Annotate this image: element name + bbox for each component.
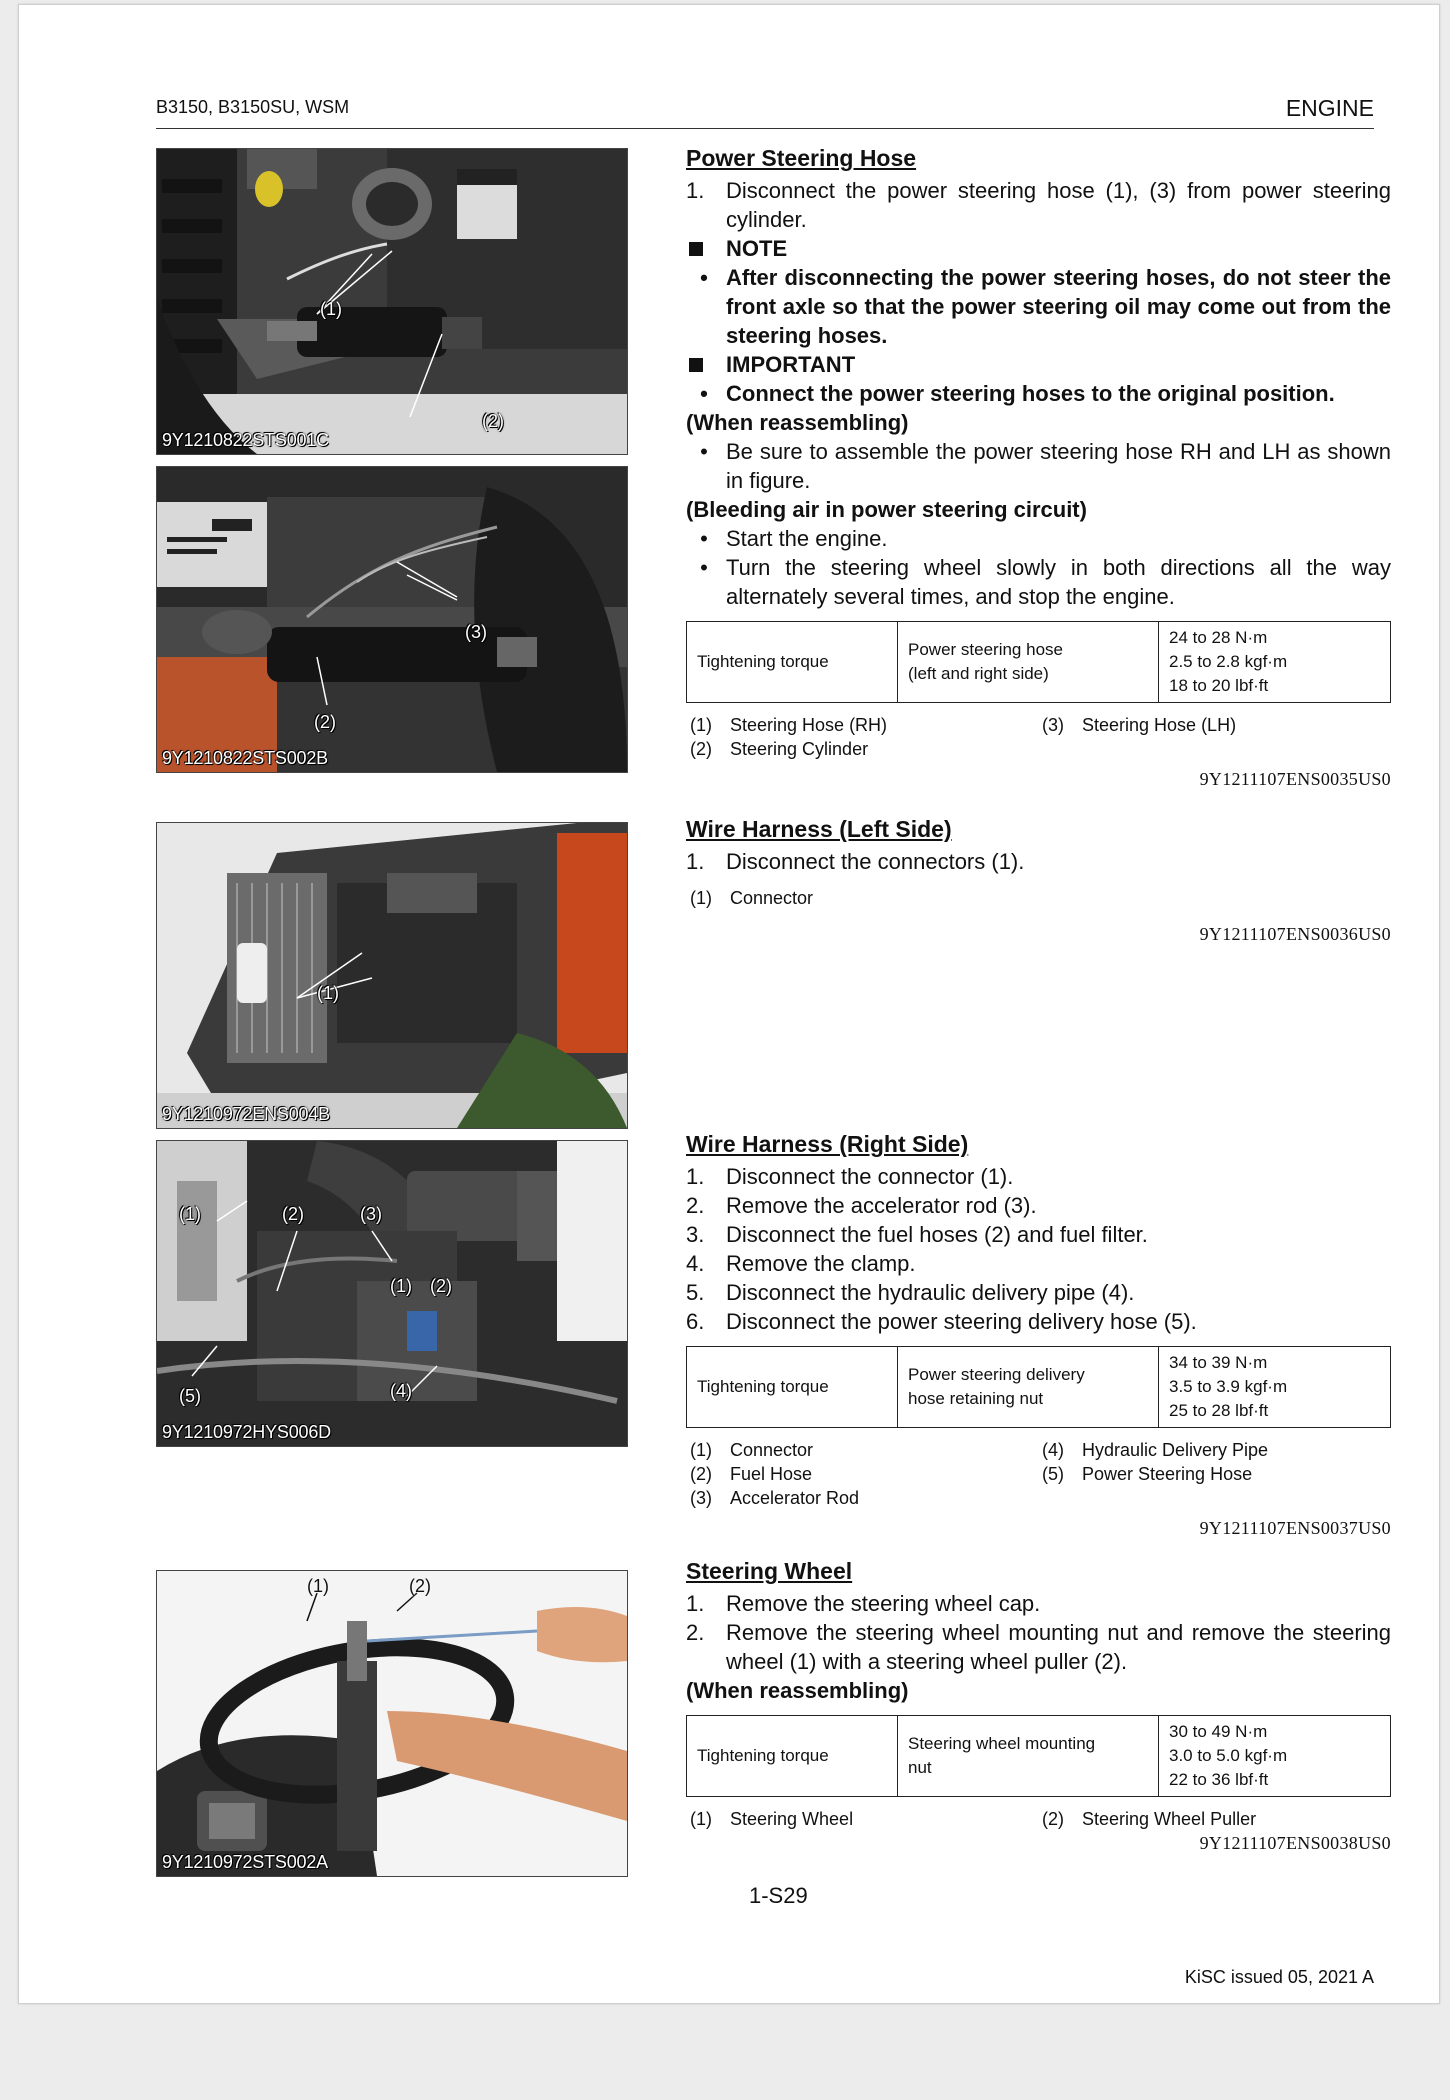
legend-value: Steering Hose (RH): [730, 715, 888, 735]
legend-value: Connector: [730, 1440, 814, 1460]
document-code: 9Y1211107ENS0036US0: [1199, 924, 1391, 944]
photo-code: 9Y1210972ENS004B: [162, 1104, 330, 1124]
document-code: 9Y1211107ENS0037US0: [1199, 1518, 1391, 1538]
square-bullet-icon: [686, 234, 726, 263]
legend-key: (1): [690, 715, 712, 735]
important-bullet: [686, 379, 1391, 408]
step-number: 1.: [686, 1164, 705, 1189]
callout-2: (2): [409, 1576, 431, 1596]
callout-2: (2): [282, 1204, 304, 1224]
callout-3: (3): [465, 622, 487, 642]
section-title: Steering Wheel: [686, 1558, 853, 1584]
torque-value: 34 to 39 N·m: [1169, 1353, 1268, 1372]
torque-values: [1159, 1347, 1391, 1428]
step: [686, 1249, 1391, 1278]
bullet-icon: •: [700, 439, 708, 464]
legend-key: (2): [690, 739, 712, 759]
step-text: Disconnect the power steering hose (1), (3) from power steering cylinder.: [726, 178, 1391, 232]
photo-image: [157, 1571, 627, 1876]
legend-item: [686, 737, 1038, 761]
torque-values: [1159, 1716, 1391, 1797]
section-power-steering-hose: [686, 145, 1391, 790]
legend-value: Accelerator Rod: [730, 1488, 860, 1508]
torque-item-line: Power steering delivery: [908, 1365, 1085, 1384]
legend-value: Steering Wheel: [730, 1809, 854, 1829]
torque-label: Tightening torque: [687, 1716, 898, 1797]
legend-key: (1): [690, 888, 712, 908]
bullet-icon: •: [700, 265, 708, 290]
step: [686, 1307, 1391, 1336]
callout-1: (1): [179, 1204, 201, 1224]
step-text: Remove the steering wheel mounting nut and remove the steering wheel (1) with a steering wheel puller (2).: [726, 1620, 1391, 1674]
section-wire-harness-right: [686, 1131, 1391, 1539]
legend-value: Power Steering Hose: [1082, 1464, 1253, 1484]
callout-2b: (2): [430, 1276, 452, 1296]
bleeding-bullet: [686, 524, 1391, 553]
legend-value: Steering Wheel Puller: [1082, 1809, 1257, 1829]
manual-page: [18, 4, 1440, 2004]
page-number: 1-S29: [749, 1883, 808, 1908]
callout-1: (1): [307, 1576, 329, 1596]
callout-5: (5): [179, 1386, 201, 1406]
reassembling-heading: (When reassembling): [686, 1678, 909, 1703]
bleeding-text: Turn the steering wheel slowly in both directions all the way alternately several times, and stop the engine.: [726, 555, 1391, 609]
header-section: ENGINE: [1285, 95, 1374, 121]
footer-issue: KiSC issued 05, 2021 A: [1184, 1967, 1374, 1987]
photo-code: 9Y1210822STS001C: [162, 430, 329, 450]
torque-item: [898, 1716, 1159, 1797]
step-text: Remove the steering wheel cap.: [726, 1591, 1041, 1616]
legend-key: (2): [690, 1464, 712, 1484]
bleeding-text: Start the engine.: [726, 526, 888, 551]
legend-value: Steering Hose (LH): [1082, 715, 1237, 735]
step-text: Remove the clamp.: [726, 1251, 916, 1276]
photo-image: [157, 467, 627, 772]
step-number: 4.: [686, 1251, 705, 1276]
photo-image: [157, 149, 627, 454]
step-text: Disconnect the hydraulic delivery pipe (4).: [726, 1280, 1135, 1305]
legend: [686, 886, 1391, 910]
reassembling-heading: (When reassembling): [686, 410, 909, 435]
legend-key: (3): [690, 1488, 712, 1508]
torque-value: 18 to 20 lbf·ft: [1169, 676, 1269, 695]
callout-2: (2): [482, 411, 504, 431]
legend-key: (3): [1042, 715, 1064, 735]
callout-3: (3): [360, 1204, 382, 1224]
legend-item: [1038, 1807, 1390, 1831]
torque-item-line: hose retaining nut: [908, 1389, 1044, 1408]
legend-item: [1038, 1438, 1390, 1462]
torque-table: [686, 1715, 1391, 1797]
legend-value: Connector: [730, 888, 814, 908]
torque-value: 3.0 to 5.0 kgf·m: [1169, 1746, 1288, 1765]
legend-item: [686, 1438, 1038, 1462]
section-wire-harness-left: [686, 816, 1391, 945]
step: [686, 1162, 1391, 1191]
important-text: Connect the power steering hoses to the original position.: [726, 381, 1335, 406]
document-code: 9Y1211107ENS0038US0: [1199, 1833, 1391, 1853]
step: [686, 1191, 1391, 1220]
photo-image: [157, 823, 627, 1128]
legend-item: [1038, 1462, 1390, 1486]
note-label: NOTE: [726, 236, 788, 261]
note-bullet: [686, 263, 1391, 350]
step-number: 2.: [686, 1193, 705, 1218]
legend: [686, 1438, 1391, 1510]
legend-item: [686, 1807, 1038, 1831]
step: [686, 1220, 1391, 1249]
callout-2: (2): [314, 712, 336, 732]
legend-item: [686, 886, 1038, 910]
step-number: 5.: [686, 1280, 705, 1305]
step-number: 3.: [686, 1222, 705, 1247]
step: [686, 1589, 1391, 1618]
torque-item-line: Power steering hose: [908, 640, 1063, 659]
bullet-icon: •: [700, 555, 708, 580]
reassembling-bullet: [686, 437, 1391, 495]
callout-1: (1): [317, 983, 339, 1003]
photo-wire-harness-left: [156, 822, 628, 1129]
step-text: Disconnect the power steering delivery hose (5).: [726, 1309, 1197, 1334]
legend-key: (1): [690, 1809, 712, 1829]
legend-value: Hydraulic Delivery Pipe: [1082, 1440, 1269, 1460]
torque-table: [686, 1346, 1391, 1428]
torque-item-line: nut: [908, 1758, 932, 1777]
header-rule: [156, 128, 1374, 129]
step-number: 1.: [686, 1591, 705, 1616]
document-code: 9Y1211107ENS0035US0: [1199, 769, 1391, 789]
legend-item: [686, 713, 1038, 737]
important-heading: [686, 350, 1391, 379]
callout-1b: (1): [390, 1276, 412, 1296]
torque-value: 22 to 36 lbf·ft: [1169, 1770, 1269, 1789]
step-text: Disconnect the fuel hoses (2) and fuel filter.: [726, 1222, 1148, 1247]
note-text: After disconnecting the power steering hoses, do not steer the front axle so that the power steering oil may come out from the steering hoses.: [726, 265, 1391, 348]
section-steering-wheel: [686, 1558, 1391, 1854]
bullet-icon: •: [700, 381, 708, 406]
legend-item: [1038, 713, 1390, 737]
section-title: Wire Harness (Right Side): [686, 1131, 969, 1157]
photo-power-steering-cylinder: [156, 148, 628, 455]
legend-key: (4): [1042, 1440, 1064, 1460]
torque-item-line: Steering wheel mounting: [908, 1734, 1096, 1753]
step: [686, 176, 1391, 234]
bleeding-heading: (Bleeding air in power steering circuit): [686, 497, 1087, 522]
step-number: 6.: [686, 1309, 705, 1334]
torque-table: [686, 621, 1391, 703]
section-title: Power Steering Hose: [686, 145, 917, 171]
legend: [686, 713, 1391, 761]
photo-code: 9Y1210822STS002B: [162, 748, 328, 768]
header-models: B3150, B3150SU, WSM: [156, 97, 350, 117]
bleeding-bullet: [686, 553, 1391, 611]
torque-value: 24 to 28 N·m: [1169, 628, 1268, 647]
step-number: 2.: [686, 1620, 705, 1645]
step-number: 1.: [686, 849, 705, 874]
note-heading: [686, 234, 1391, 263]
legend-item: [686, 1486, 1038, 1510]
legend-value: Fuel Hose: [730, 1464, 813, 1484]
legend-value: Steering Cylinder: [730, 739, 869, 759]
torque-label: Tightening torque: [687, 622, 898, 703]
callout-4: (4): [390, 1381, 412, 1401]
section-title: Wire Harness (Left Side): [686, 816, 952, 842]
torque-value: 25 to 28 lbf·ft: [1169, 1401, 1269, 1420]
torque-item: [898, 1347, 1159, 1428]
torque-value: 30 to 49 N·m: [1169, 1722, 1268, 1741]
torque-label: Tightening torque: [687, 1347, 898, 1428]
callout-1: (1): [320, 299, 342, 319]
reassembling-text: Be sure to assemble the power steering hose RH and LH as shown in figure.: [726, 439, 1391, 493]
square-bullet-icon: [686, 350, 726, 379]
legend-key: (2): [1042, 1809, 1064, 1829]
step-text: Disconnect the connectors (1).: [726, 849, 1025, 874]
torque-item-line: (left and right side): [908, 664, 1049, 683]
legend-item: [686, 1462, 1038, 1486]
photo-wire-harness-right: [156, 1140, 628, 1447]
step: [686, 1618, 1391, 1676]
photo-code: 9Y1210972STS002A: [162, 1852, 328, 1872]
legend-key: (5): [1042, 1464, 1064, 1484]
torque-value: 3.5 to 3.9 kgf·m: [1169, 1377, 1288, 1396]
torque-item: [898, 622, 1159, 703]
photo-steering-hose-lh: [156, 466, 628, 773]
torque-values: [1159, 622, 1391, 703]
torque-value: 2.5 to 2.8 kgf·m: [1169, 652, 1288, 671]
legend: [686, 1807, 1391, 1831]
step-number: 1.: [686, 178, 705, 203]
photo-steering-wheel: [156, 1570, 628, 1877]
legend-key: (1): [690, 1440, 712, 1460]
photo-code: 9Y1210972HYS006D: [162, 1422, 331, 1442]
important-label: IMPORTANT: [726, 352, 856, 377]
bullet-icon: •: [700, 526, 708, 551]
step: [686, 847, 1391, 876]
step-text: Disconnect the connector (1).: [726, 1164, 1014, 1189]
step: [686, 1278, 1391, 1307]
step-text: Remove the accelerator rod (3).: [726, 1193, 1037, 1218]
